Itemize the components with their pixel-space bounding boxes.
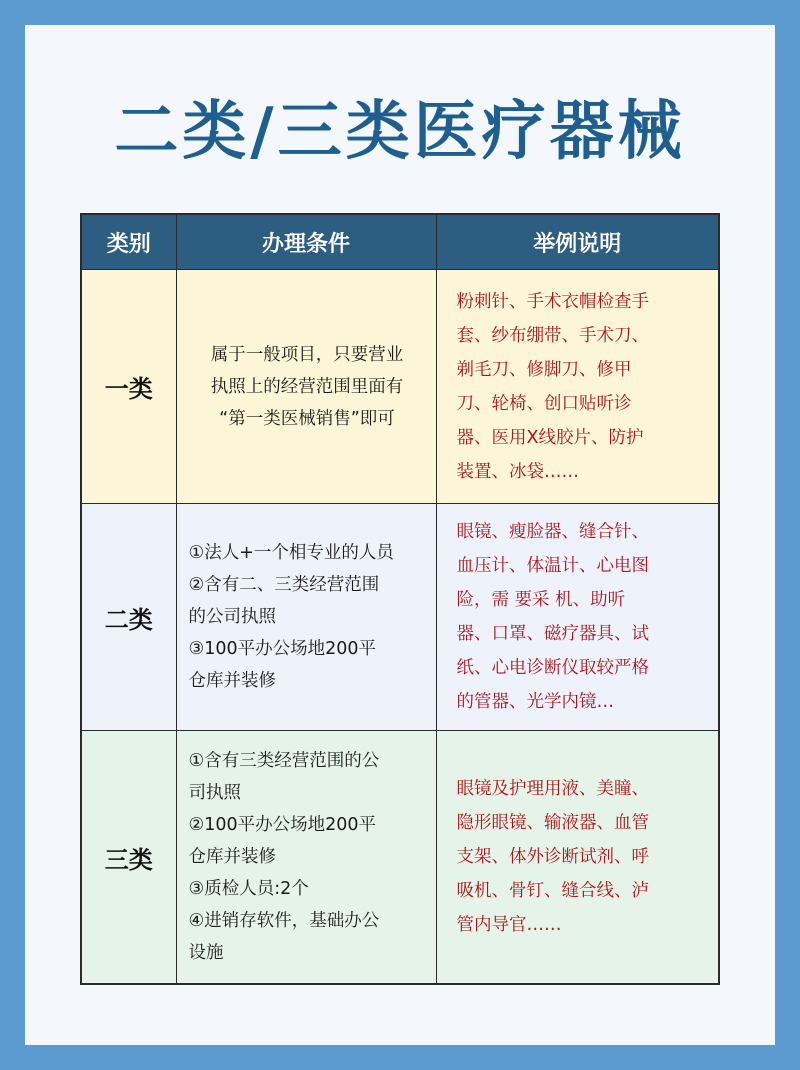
category-cell: 三类: [81, 731, 176, 985]
example-line: 纸、心电诊断仪取较严格: [456, 658, 649, 678]
condition-line: ③质检人员:2个: [188, 879, 309, 899]
header-category: 类别: [81, 214, 176, 270]
example-line: 险，需 要采 机、助听: [456, 590, 626, 610]
table-row-class-1: [81, 270, 719, 504]
condition-line: 设施: [188, 943, 224, 963]
example-line: 器、口罩、磁疗器具、试: [456, 624, 649, 644]
medical-device-table: [80, 213, 720, 985]
conditions-cell: [176, 504, 436, 731]
example-line: 套、纱布绷带、手术刀、: [456, 325, 649, 346]
example-line: 隐形眼镜、输液器、血管: [456, 813, 649, 833]
condition-line: ④进销存软件，基础办公: [188, 911, 380, 931]
condition-line: 司执照: [188, 783, 241, 803]
example-line: 粉刺针、手术衣帽检查手: [456, 291, 649, 312]
example-line: 血压计、体温计、心电图: [456, 556, 649, 576]
table-row-class-3: [81, 731, 719, 985]
condition-line: ③100平办公场地200平: [188, 639, 376, 659]
example-line: 支架、体外诊断试剂、呼: [456, 847, 649, 867]
table-header-row: [81, 214, 719, 270]
condition-line: 的公司执照: [188, 607, 276, 627]
example-line: 剃毛刀、修脚刀、修甲: [456, 359, 632, 380]
examples-cell: [436, 270, 719, 504]
example-line: 装置、冰袋……: [456, 461, 579, 482]
header-conditions: 办理条件: [176, 214, 436, 270]
condition-line: “第一类医械销售”即可: [219, 408, 395, 429]
examples-cell: [436, 731, 719, 985]
condition-line: 属于一般项目，只要营业: [210, 344, 404, 365]
example-line: 刀、轮椅、创口贴听诊: [456, 393, 632, 414]
example-line: 眼镜及护理用液、美瞳、: [456, 779, 649, 799]
examples-cell: [436, 504, 719, 731]
category-cell: 二类: [81, 504, 176, 731]
condition-line: 仓库并装修: [188, 847, 276, 867]
condition-line: ②含有二、三类经营范围: [188, 575, 380, 595]
conditions-cell: [176, 270, 436, 504]
conditions-cell: [176, 731, 436, 985]
condition-line: ①含有三类经营范围的公: [188, 751, 380, 771]
condition-line: 执照上的经营范围里面有: [210, 376, 404, 397]
condition-line: 仓库并装修: [188, 671, 276, 691]
header-examples: 举例说明: [436, 214, 719, 270]
condition-line: ②100平办公场地200平: [188, 815, 376, 835]
table-row-class-2: [81, 504, 719, 731]
condition-line: ①法人+一个相专业的人员: [188, 543, 394, 563]
example-line: 器、医用X线胶片、防护: [456, 427, 644, 448]
example-line: 的管器、光学内镜…: [456, 692, 614, 712]
example-line: 眼镜、瘦脸器、缝合针、: [456, 522, 649, 542]
page-title: 二类/三类医疗器械: [114, 95, 686, 169]
category-cell: 一类: [81, 270, 176, 504]
example-line: 吸机、骨钉、缝合线、泸: [456, 881, 649, 901]
example-line: 管内导官……: [456, 915, 562, 935]
